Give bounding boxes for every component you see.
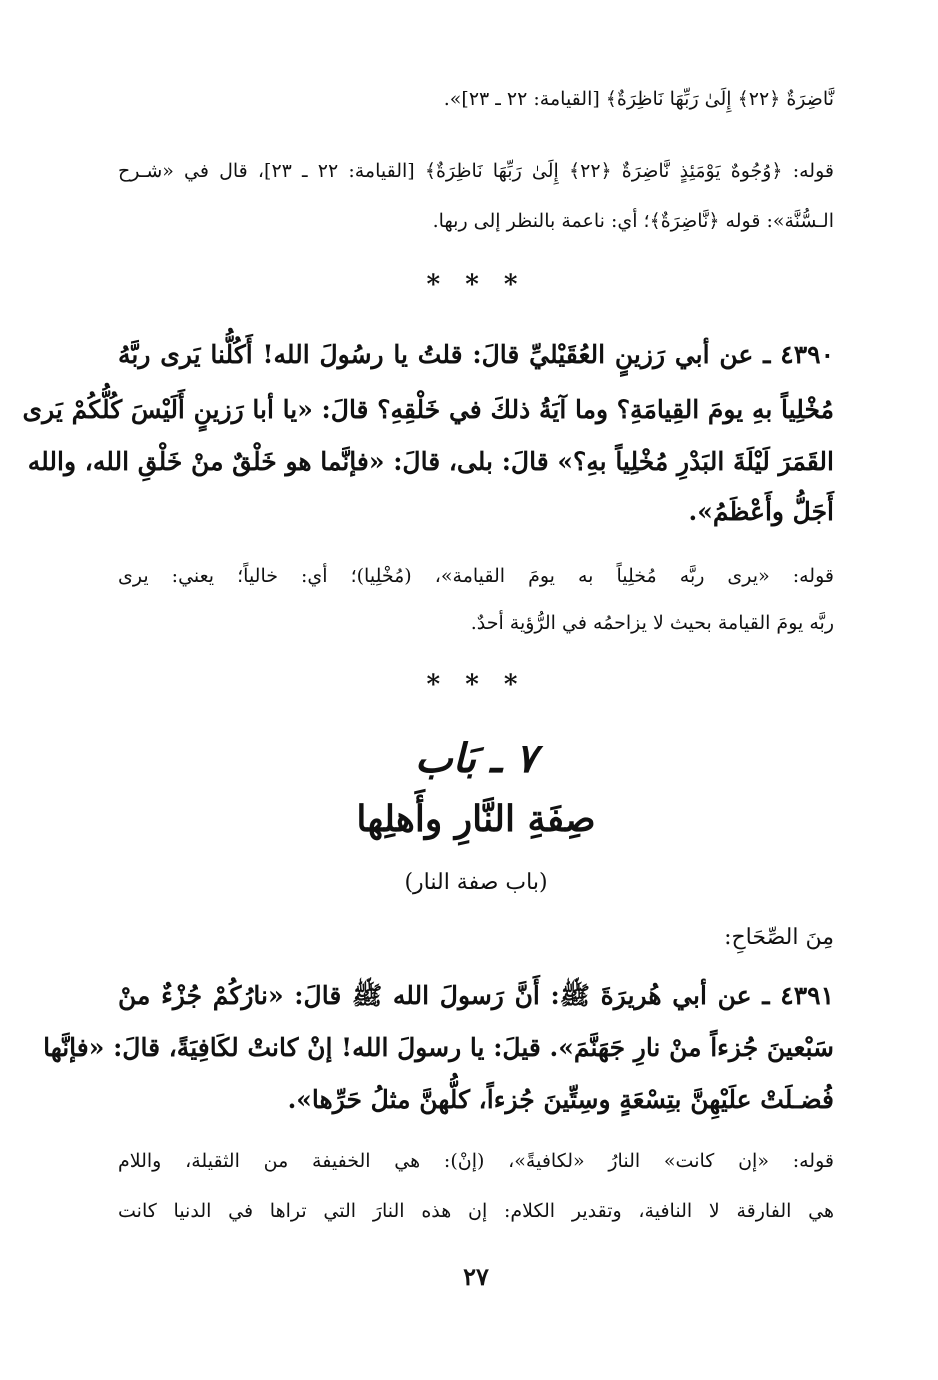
text-line: سَبْعينَ جُزءاً منْ نارِ جَهَنَّمَ». قيلَ: يا رسولَ الله! إنْ كانتْ لكَافِيَةً، قالَ: «فإنَّها <box>43 1033 834 1062</box>
text-line: قوله: ﴿وُجُوهٌ يَوْمَئِذٍ نَّاضِرَةٌ ﴿٢٢﴾ إِلَىٰ رَبِّهَا نَاظِرَةٌ﴾ [القيامة: ٢٢ ـ ٢٣]، قال في «شـرح <box>118 160 834 182</box>
book-page <box>22 0 834 1380</box>
section-label: مِنَ الصِّحَاحِ: <box>724 925 834 950</box>
text-line: ٤٣٩٠ ـ عن أبي رَزينٍ العُقَيْليِّ قالَ: قلتُ يا رسُولَ الله! أَكُلُّنا يَرى ربَّهُ <box>118 340 834 369</box>
text-line: فُضـلَتْ علَيْهِنَّ بتِسْعَةٍ وسِتِّينَ جُزءاً، كلُّهنَّ مثلُ حَرِّها». <box>287 1085 834 1114</box>
text-line: قوله: «إن كانت» النارُ «لكافيةً»، (إنْ): هي الخفيفة من الثقيلة، واللام <box>118 1150 834 1172</box>
text-line: مُخْلِياً بهِ يومَ القِيامَةِ؟ وما آيَةُ ذلكَ في خَلْقِهِ؟ قالَ: «يا أبا رَزينٍ أَلَيْسَ كُلُّكُمْ يَرى <box>22 395 834 424</box>
chapter-subtitle: (باب صفة النار) <box>404 870 548 895</box>
text-line: أَجَلُّ وأَعْظَمُ». <box>688 497 834 526</box>
text-line: هي الفارقة لا النافية، وتقدير الكلام: إن هذه النارَ التي تراها في الدنيا كانت <box>118 1200 834 1222</box>
chapter-number: ٧ ـ بَاب <box>414 735 538 782</box>
section-separator: * * * <box>426 270 526 300</box>
chapter-title: صِفَةِ النَّارِ وأَهلِها <box>356 798 596 840</box>
text-line: نَّاضِرَةٌ ﴿٢٢﴾ إِلَىٰ رَبِّهَا نَاظِرَةٌ﴾ [القيامة: ٢٢ ـ ٢٣]». <box>443 88 834 110</box>
text-line: ربَّه يومَ القيامة بحيث لا يزاحمُه في الرُّؤية أحدٌ. <box>470 612 834 634</box>
text-line: قوله: «يرى ربَّه مُخلِياً به يومَ القيامة»، (مُخْلِيا)؛ أي: خالياً؛ يعني: يرى <box>118 565 834 587</box>
text-line: ٤٣٩١ ـ عن أبي هُريرَةَ ﷺ: أَنَّ رَسولَ الله ﷺ قالَ: «نارُكُمْ جُزْءٌ منْ <box>118 981 834 1010</box>
section-separator: * * * <box>426 670 526 700</box>
text-line: القَمَرَ لَيْلَةَ البَدْرِ مُخْلِياً بهِ؟» قالَ: بلى، قالَ: «فإنَّما هو خَلْقٌ منْ خَلْقِ الله، والله <box>27 447 834 476</box>
text-line: الـسُّنَّة»: قوله ﴿نَّاضِرَةٌ﴾؛ أي: ناعمة بالنظر إلى ربها. <box>432 210 834 232</box>
page-number: ٢٧ <box>463 1262 489 1291</box>
